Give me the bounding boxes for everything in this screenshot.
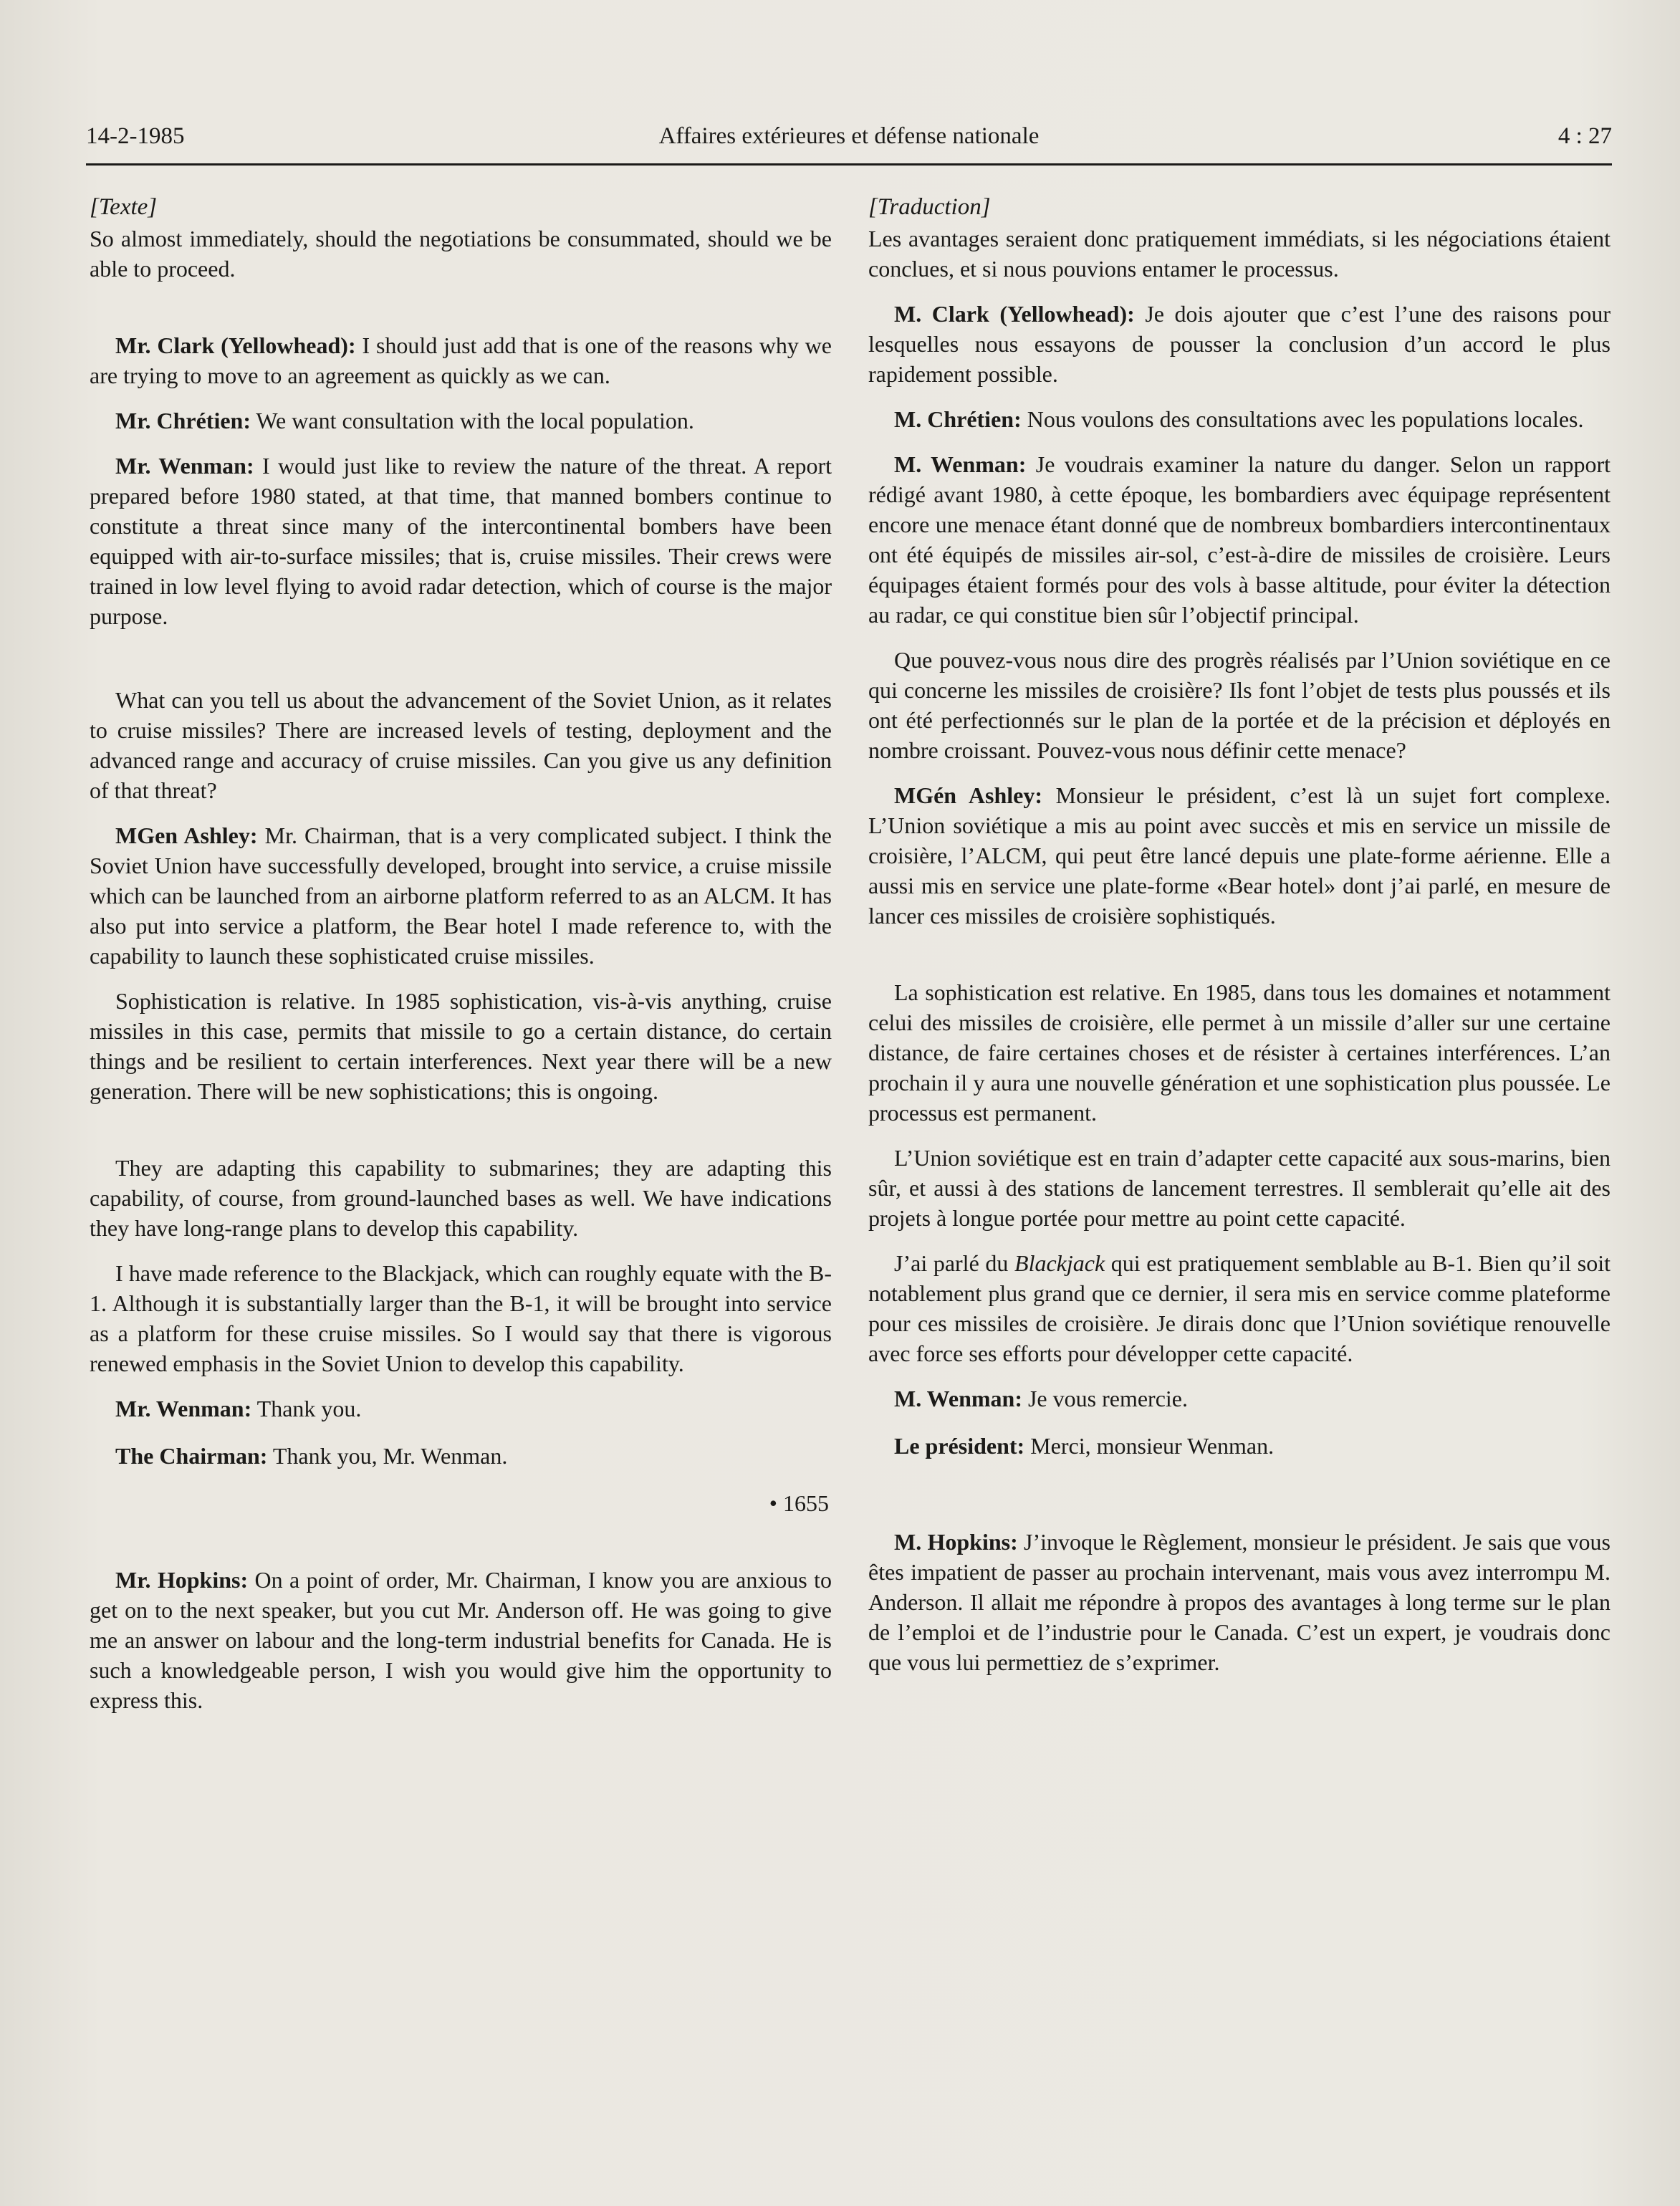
english-paragraph-sophistication: Sophistication is relative. In 1985 sophistication, vis-à-vis anything, cruise missiles in this case, permits that missile to go a certain distance, do certain things and be resilient to certain interferences. Next year there will be a new generation. There will be new sophistications; this is ongoing. bbox=[90, 988, 832, 1104]
speech-text: Monsieur le président, c’est là un sujet fort complexe. L’Union soviétique a mis au point avec succès et mis en service un missile de croisière, l’ALCM, qui peut être lancé depuis une plate-forme aérienne. Elle a aussi mis en service une plate-forme «Bear hotel» dont j’ai parlé, en mesure de lancer ces missiles de croisière sophistiqués. bbox=[868, 782, 1611, 929]
header-title: Affaires extérieures et défense nationale bbox=[658, 123, 1040, 149]
french-paragraph-wenman-thanks bbox=[868, 1383, 1611, 1414]
speech-text: I should just add that is one of the reasons why we are trying to move to an agreement as quickly as we can. bbox=[90, 332, 832, 388]
english-column bbox=[90, 192, 832, 1715]
speaker-name: Mr. Wenman: bbox=[115, 453, 254, 479]
english-paragraph-chairman bbox=[90, 1441, 832, 1471]
french-paragraph-blackjack: J’ai parlé du Blackjack qui est pratiquement semblable au B-1. Bien qu’il soit notablement plus grand que ce dernier, il sera mis en service comme plateforme pour ces missiles de croisière. Je dirais donc que l’Union soviétique renouvelle avec force ses efforts pour développer cette capacité. bbox=[868, 1250, 1611, 1366]
speaker-name: Mr. Clark (Yellowhead): bbox=[115, 332, 356, 358]
english-paragraph-hopkins bbox=[90, 1565, 832, 1715]
speaker-name: M. Wenman: bbox=[894, 1386, 1022, 1411]
english-paragraph-blackjack: I have made reference to the Blackjack, which can roughly equate with the B-1. Although it is substantially larger than the B-1, it will be brought into service as a platform for these cruise missiles. So I would say that there is vigorous renewed emphasis in the Soviet Union to develop this capability. bbox=[90, 1260, 832, 1376]
header-date: 14-2-1985 bbox=[86, 123, 185, 149]
speaker-name: M. Wenman: bbox=[894, 451, 1027, 477]
french-paragraph-submarines: L’Union soviétique est en train d’adapter cette capacité aux sous-marins, bien sûr, et aussi à des stations de lancement terrestres. Il semblerait qu’elle ait des projets à longue portée pour mettre au point cette capacité. bbox=[868, 1145, 1611, 1231]
timestamp: • 1655 bbox=[769, 1490, 829, 1516]
speaker-name: Le président: bbox=[894, 1433, 1025, 1459]
speaker-name: MGen Ashley: bbox=[115, 823, 258, 848]
english-paragraph-chretien bbox=[90, 406, 832, 436]
french-label: [Traduction] bbox=[868, 194, 991, 220]
french-paragraph-hopkins bbox=[868, 1527, 1611, 1677]
english-label: [Texte] bbox=[90, 194, 158, 220]
english-paragraph-submarines: They are adapting this capability to submarines; they are adapting this capability, of course, from ground-launched bases as well. We have indications they have long-range plans to develop this capability. bbox=[90, 1155, 832, 1241]
french-paragraph-chretien bbox=[868, 404, 1611, 434]
french-paragraph-question: Que pouvez-vous nous dire des progrès réalisés par l’Union soviétique en ce qui concerne les missiles de croisière? Ils font l’objet de tests plus poussés et ils ont été perfectionnés sur le plan de la portée et de la précision et déployés en nombre croissant. Pouvez-vous nous définir cette menace? bbox=[868, 647, 1611, 763]
french-paragraph-clark bbox=[868, 299, 1611, 389]
french-paragraph-wenman bbox=[868, 449, 1611, 630]
emphasis-blackjack: Blackjack bbox=[1014, 1250, 1105, 1276]
french-paragraph-1: Les avantages seraient donc pratiquement immédiats, si les négociations étaient conclues, et si nous pouvions entamer le processus. bbox=[868, 226, 1611, 282]
french-paragraph-ashley bbox=[868, 780, 1611, 931]
speech-text: On a point of order, Mr. Chairman, I know you are anxious to get on to the next speaker, but you cut Mr. Anderson off. He was going to give me an answer on labour and the long-term industrial benefits for Canada. He is such a knowledgeable person, I wish you would give him the opportunity to express this. bbox=[90, 1567, 832, 1713]
french-column bbox=[868, 192, 1611, 1677]
speaker-name: Mr. Hopkins: bbox=[115, 1567, 249, 1593]
english-paragraph-wenman bbox=[90, 451, 832, 631]
speaker-name: M. Chrétien: bbox=[894, 406, 1022, 432]
speech-text: Thank you, Mr. Wenman. bbox=[267, 1443, 508, 1469]
speaker-name: Mr. Wenman: bbox=[115, 1396, 252, 1421]
english-paragraph-1: So almost immediately, should the negotiations be consummated, should we be able to proceed. bbox=[90, 226, 832, 282]
english-paragraph-wenman-thanks bbox=[90, 1394, 832, 1424]
speech-text: I would just like to review the nature of the threat. A report prepared before 1980 stated, at that time, that manned bombers continue to constitute a threat since many of the intercontinental bombers have been equipped with air-to-surface missiles; that is, cruise missiles. Their crews were trained in low level flying to avoid radar detection, which of course is the major purpose. bbox=[90, 453, 832, 629]
speech-text: Nous voulons des consultations avec les populations locales. bbox=[1021, 406, 1584, 432]
speech-text: We want consultation with the local population. bbox=[250, 408, 694, 433]
english-paragraph-ashley bbox=[90, 820, 832, 971]
speech-text: Thank you. bbox=[251, 1396, 362, 1421]
speaker-name: Mr. Chrétien: bbox=[115, 408, 251, 433]
speaker-name: M. Clark (Yellowhead): bbox=[894, 301, 1135, 327]
french-paragraph-president bbox=[868, 1431, 1611, 1461]
running-header bbox=[86, 123, 1612, 166]
speech-text: Je voudrais examiner la nature du danger. Selon un rapport rédigé avant 1980, à cette époque, les bombardiers avec équipage représentent encore une menace étant donné que de nombreux bombardiers intercontinentaux ont été équipés de missiles air-sol, c’est-à-dire de missiles de croisière. Leurs équipages étaient formés pour des vols à basse altitude, pour éviter la détection au radar, ce qui constitue bien sûr l’objectif principal. bbox=[868, 451, 1611, 628]
speaker-name: MGén Ashley: bbox=[894, 782, 1043, 808]
speaker-name: M. Hopkins: bbox=[894, 1529, 1018, 1555]
speech-text: Je dois ajouter que c’est l’une des raisons pour lesquelles nous essayons de pousser la conclusion d’un accord le plus rapidement possible. bbox=[868, 301, 1611, 387]
speech-text: Je vous remercie. bbox=[1022, 1386, 1188, 1411]
english-paragraph-question: What can you tell us about the advancement of the Soviet Union, as it relates to cruise missiles? There are increased levels of testing, deployment and the advanced range and accuracy of cruise missiles. Can you give us any definition of that threat? bbox=[90, 687, 832, 803]
speech-text: Merci, monsieur Wenman. bbox=[1024, 1433, 1275, 1459]
speaker-name: The Chairman: bbox=[115, 1443, 268, 1469]
header-page-number: 4 : 27 bbox=[1557, 123, 1612, 149]
speech-text: J’invoque le Règlement, monsieur le président. Je sais que vous êtes impatient de passer au prochain intervenant, mais vous avez interrompu M. Anderson. Il allait me répondre à propos des avantages à long terme sur le plan de l’emploi et de l’industrie pour le Canada. C’est un expert, je voudrais donc que vous lui permettiez de s’exprimer. bbox=[868, 1529, 1611, 1675]
speech-text: Mr. Chairman, that is a very complicated subject. I think the Soviet Union have successfully developed, brought into service, a cruise missile which can be launched from an airborne platform referred to as an ALCM. It has also put into service a platform, the Bear hotel I made reference to, with the capability to launch these sophisticated cruise missiles. bbox=[90, 823, 832, 969]
english-paragraph-clark bbox=[90, 330, 832, 390]
french-paragraph-sophistication: La sophistication est relative. En 1985, dans tous les domaines et notamment celui des missiles de croisière, elle permet à un missile d’aller sur une certaine distance, de faire certaines choses et de résister à certaines interférences. L’an prochain il y aura une nouvelle génération et une sophistication plus poussée. Le processus est permanent. bbox=[868, 979, 1611, 1126]
